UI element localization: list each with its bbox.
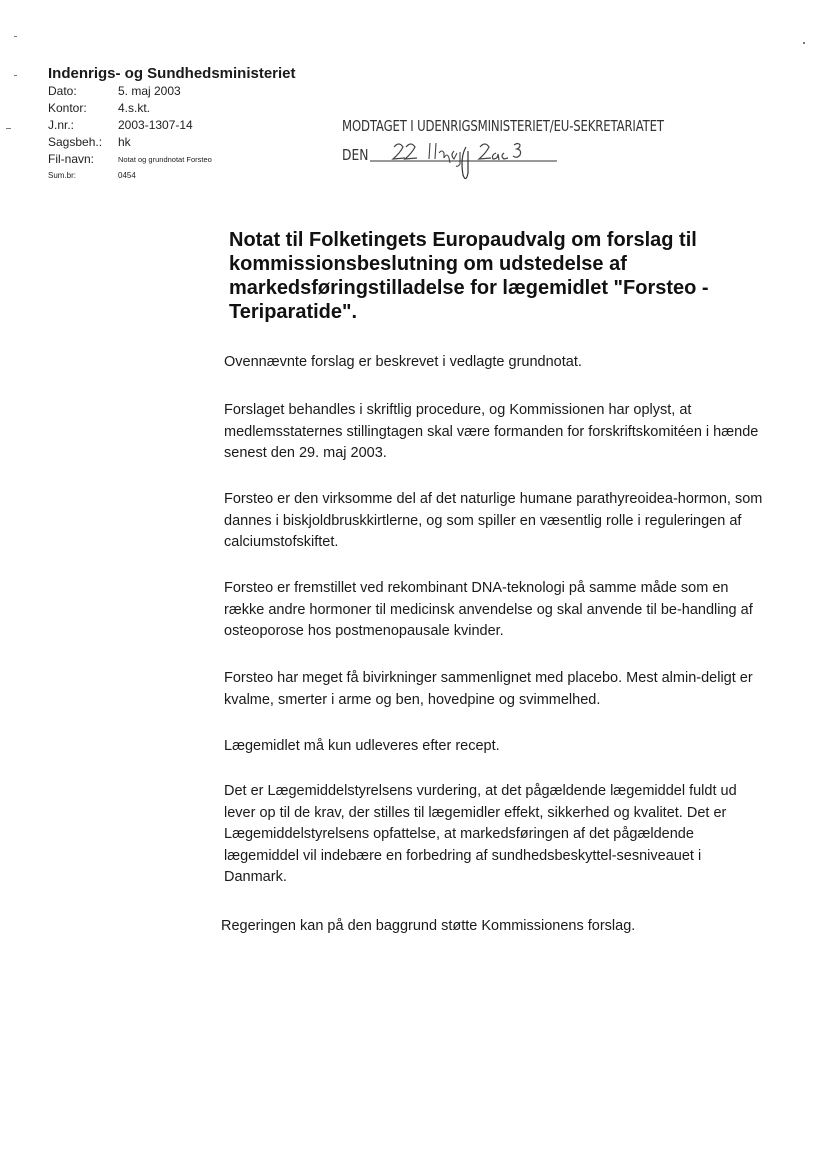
scan-speck <box>6 128 11 129</box>
scan-speck <box>803 42 805 44</box>
paragraph: Forslaget behandles i skriftlig procedure, og Kommissionen har oplyst, at medlemsstaternes stillingtagen skal være formanden for forskriftskomitéen i hænde senest den 29. maj 2003. <box>224 402 759 461</box>
ministry-name: Indenrigs- og Sundhedsministeriet <box>48 65 296 82</box>
paragraph: Regeringen kan på den baggrund støtte Kommissionens forslag. <box>221 918 636 934</box>
handwritten-initial <box>462 147 468 179</box>
meta-label: Fil-navn: <box>48 152 95 166</box>
meta-value: 4.s.kt. <box>118 101 151 115</box>
meta-label: Kontor: <box>48 101 87 115</box>
scan-speck <box>14 75 17 76</box>
meta-value: hk <box>118 135 131 149</box>
meta-value: 5. maj 2003 <box>118 84 181 98</box>
meta-value: 2003-1307-14 <box>118 118 193 132</box>
paragraph: Det er Lægemiddelstyrelsens vurdering, at det pågældende lægemiddel fuldt ud lever op til de krav, der stilles til lægemidler effekt, sikkerhed og kvalitet. Det er Lægemiddelstyrelsens opfattelse, at markedsføringen af det pågældende lægemiddel vil indebære en forbedring af sundhedsbeskyttel-sesniveauet i Danmark. <box>224 783 737 885</box>
paragraph: Forsteo er den virksomme del af det naturlige humane parathyreoidea-hormon, som dannes i biskjoldbruskkirtlerne, og som spiller en væsentlig rolle i reguleringen af calciumstofskiftet. <box>224 491 763 550</box>
handwritten-2 <box>393 144 405 159</box>
meta-label: J.nr.: <box>48 118 75 132</box>
paragraph: Forsteo er fremstillet ved rekombinant DNA-teknologi på samme måde som en række andre hormoner til medicinsk anvendelse og skal anvende til be-handling af osteoporose hos postmenopausale kvinder. <box>224 580 753 639</box>
stamp-den-label: DEN <box>342 146 369 164</box>
document-title: Notat til Folketingets Europaudvalg om forslag til kommissionsbeslutning om udstedelse af markedsføringstilladelse for lægemidlet "Forsteo - Teriparatide". <box>229 229 709 323</box>
stamp-received-text: MODTAGET I UDENRIGSMINISTERIET/EU-SEKRETARIATET <box>342 117 664 135</box>
handwritten-month <box>429 143 460 166</box>
received-stamp <box>342 117 712 192</box>
paragraph: Lægemidlet må kun udleveres efter recept. <box>224 738 500 754</box>
paragraph: Forsteo har meget få bivirkninger sammenlignet med placebo. Mest almin-deligt er kvalme, smerter i arme og ben, hovedpine og svimmelhed. <box>224 670 753 708</box>
paragraph: Ovennævnte forslag er beskrevet i vedlagte grundnotat. <box>224 354 582 370</box>
meta-label: Dato: <box>48 84 77 98</box>
meta-label: Sum.br: <box>48 171 77 180</box>
meta-value: Notat og grundnotat Forsteo <box>118 155 212 164</box>
scan-speck <box>14 36 17 37</box>
handwritten-2 <box>405 144 417 159</box>
meta-label: Sagsbeh.: <box>48 135 103 149</box>
meta-value: 0454 <box>118 171 136 180</box>
stamp-handwriting <box>342 117 712 192</box>
handwritten-year <box>479 144 521 161</box>
